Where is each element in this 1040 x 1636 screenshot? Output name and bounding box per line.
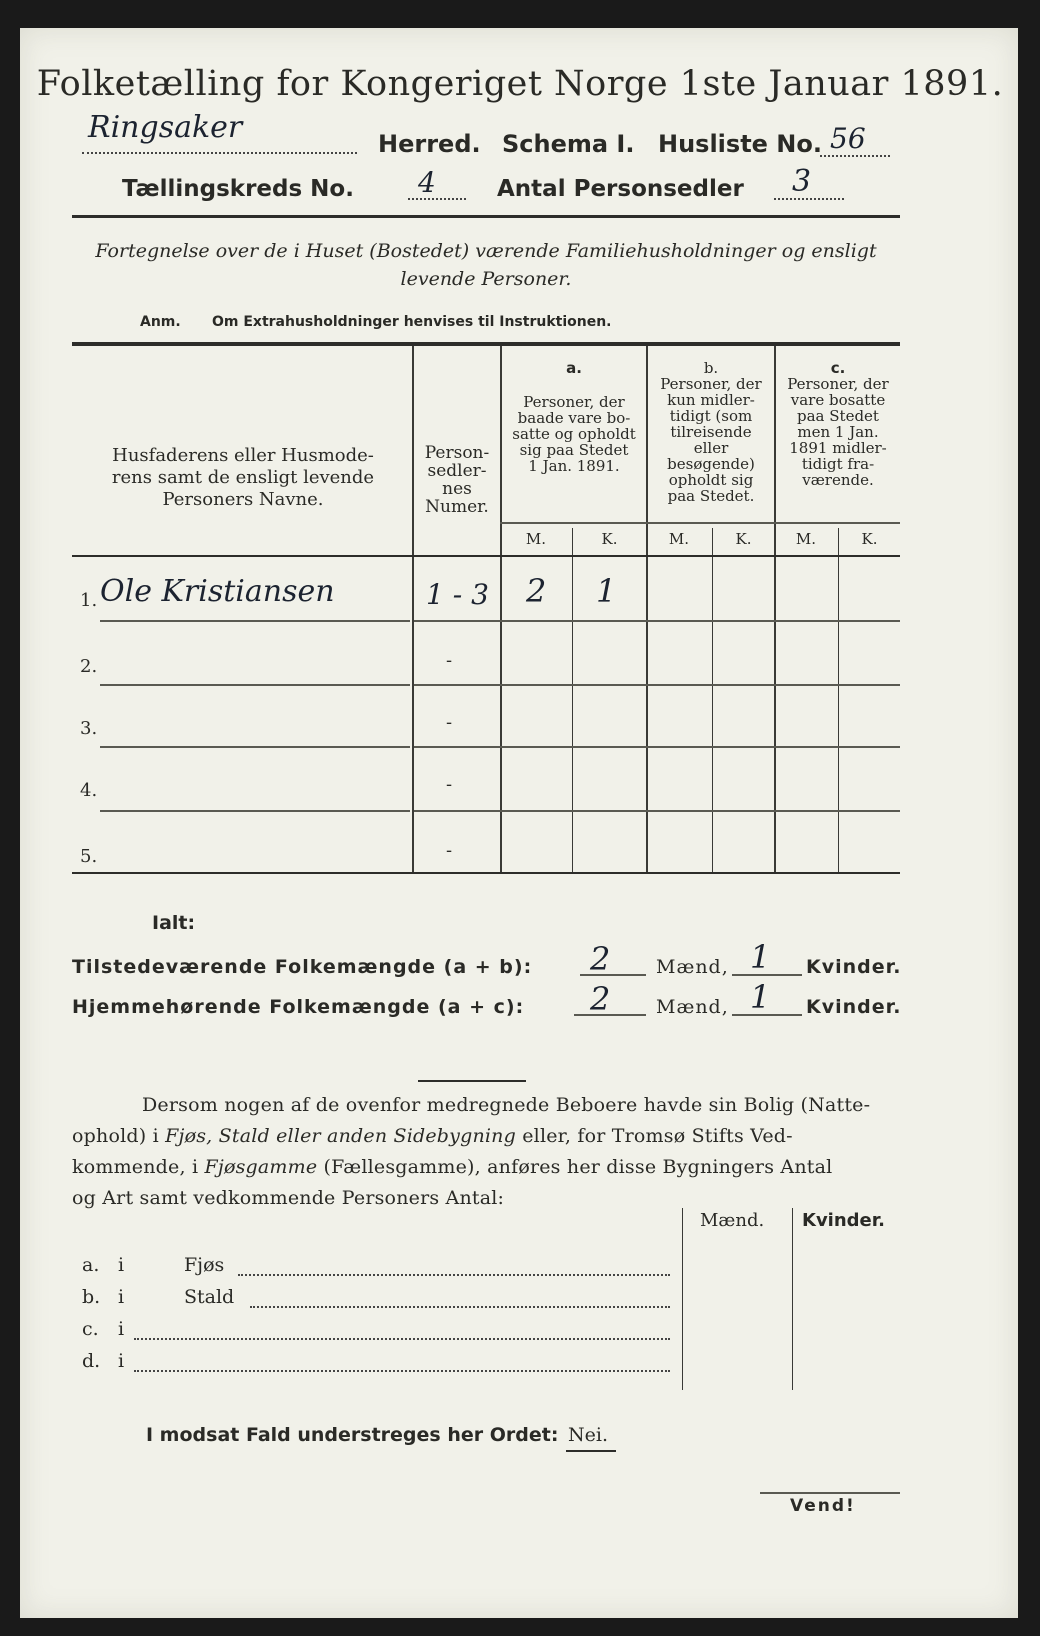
- row-numer: 1 - 3: [426, 578, 489, 611]
- row-number: 2.: [80, 656, 98, 677]
- col-header-group-b: b. Personer, der kun midler- tidigt (som tilreisende eller besøgende) opholdt sig paa Stedet.: [660, 359, 762, 505]
- table-header-bottom-rule: [72, 555, 900, 557]
- form-title: Folketælling for Kongeriget Norge 1ste Januar 1891.: [36, 64, 1004, 104]
- nei-underline: [566, 1450, 616, 1452]
- row-numer: -: [446, 774, 453, 795]
- table-vline-mk: [838, 528, 839, 874]
- intro-line-2: levende Personer.: [400, 268, 572, 290]
- row-number: 5.: [80, 846, 98, 867]
- buildings-vline: [792, 1208, 793, 1390]
- vend-text: Vend!: [790, 1496, 856, 1516]
- antal-label: Antal Personsedler: [497, 176, 744, 202]
- kreds-number: 4: [418, 166, 436, 199]
- modsat-text: I modsat Fald understreges her Ordet:: [146, 1424, 559, 1446]
- intro-line-1: Fortegnelse over de i Huset (Bostedet) værende Familiehusholdninger og ensligt: [95, 240, 877, 262]
- row-line: [414, 810, 900, 812]
- husliste-label: Husliste No.: [658, 130, 822, 158]
- anm-label: Anm.: [140, 314, 181, 330]
- herred-dotted-line: [82, 150, 357, 154]
- antal-number: 3: [792, 164, 812, 199]
- mk-header-line: [500, 522, 900, 524]
- hjemme-kvinder-label: Kvinder.: [806, 996, 902, 1018]
- census-form-sheet: [20, 28, 1018, 1618]
- row-line: [414, 746, 900, 748]
- hjemme-maend-label: Mænd,: [656, 996, 729, 1018]
- header-divider: [72, 215, 900, 218]
- row-line: [100, 684, 410, 686]
- ialt-label: Ialt:: [152, 912, 196, 934]
- col-header-group-c: c. Personer, der vare bosatte paa Stedet men 1 Jan. 1891 midler- tidigt fra- værende.: [787, 359, 889, 489]
- anm-text: Om Extrahusholdninger henvises til Instruktionen.: [212, 314, 612, 330]
- row-a-k: 1: [596, 572, 617, 610]
- tilstede-maend-value: 2: [590, 940, 611, 978]
- kreds-dotted-line: [408, 196, 466, 200]
- row-numer: -: [446, 650, 453, 671]
- row-number: 1.: [80, 590, 98, 611]
- herred-handwritten: Ringsaker: [88, 110, 243, 145]
- kreds-label: Tællingskreds No.: [122, 176, 354, 202]
- table-vline: [412, 346, 414, 874]
- row-line: [414, 620, 900, 622]
- row-a-m: 2: [526, 572, 547, 610]
- vend-line: [760, 1492, 900, 1494]
- table-vline-mk: [712, 528, 713, 874]
- husliste-number: 56: [830, 122, 866, 155]
- col-header-group-a: a. Personer, der baade vare bo- satte og opholdt sig paa Stedet 1 Jan. 1891.: [512, 359, 636, 475]
- b-m-label: M.: [668, 530, 690, 548]
- col-header-names: Husfaderens eller Husmode- rens samt de ensligt levende Personers Navne.: [111, 445, 375, 510]
- row-number: 3.: [80, 718, 98, 739]
- row-name: Ole Kristiansen: [100, 574, 335, 609]
- c-m-label: M.: [795, 530, 817, 548]
- table-bottom-rule: [72, 872, 900, 874]
- nei-word: Nei.: [568, 1424, 608, 1446]
- row-numer: -: [446, 712, 453, 733]
- row-line: [100, 746, 410, 748]
- tilstede-label: Tilstedeværende Folkemængde (a + b):: [72, 956, 533, 978]
- a-m-label: M.: [525, 530, 547, 548]
- tilstede-kvinder-value: 1: [750, 938, 771, 976]
- row-line: [100, 810, 410, 812]
- row-line: [414, 684, 900, 686]
- buildings-vline: [682, 1208, 683, 1390]
- table-vline-mk: [572, 528, 573, 874]
- hjemme-label: Hjemmehørende Folkemængde (a + c):: [72, 996, 525, 1018]
- hjemme-maend-value: 2: [590, 980, 611, 1018]
- section-divider: [418, 1080, 526, 1082]
- hjemme-kvinder-value: 1: [750, 978, 771, 1016]
- buildings-col-maend: Mænd.: [700, 1210, 765, 1231]
- col-header-numer: Person- sedler- nes Numer.: [424, 443, 490, 517]
- c-k-label: K.: [861, 530, 878, 548]
- row-numer: -: [446, 840, 453, 861]
- tilstede-kvinder-label: Kvinder.: [806, 956, 902, 978]
- a-k-label: K.: [601, 530, 618, 548]
- row-line: [100, 620, 410, 622]
- row-number: 4.: [80, 780, 98, 801]
- buildings-paragraph: Dersom nogen af de ovenfor medregnede Beboere havde sin Bolig (Natte- ophold) i Fjøs, Stald eller anden Sidebygning eller, for Tromsø Stifts Ved- kommende, i Fjøsgamme (Fællesgamme), anføres her disse Bygningers Antal og Art samt vedkommende Personers Antal:: [72, 1094, 871, 1209]
- herred-label: Herred.: [378, 130, 481, 158]
- buildings-col-kvinder: Kvinder.: [802, 1210, 885, 1231]
- tilstede-maend-label: Mænd,: [656, 956, 729, 978]
- schema-label: Schema I.: [502, 130, 635, 158]
- b-k-label: K.: [735, 530, 752, 548]
